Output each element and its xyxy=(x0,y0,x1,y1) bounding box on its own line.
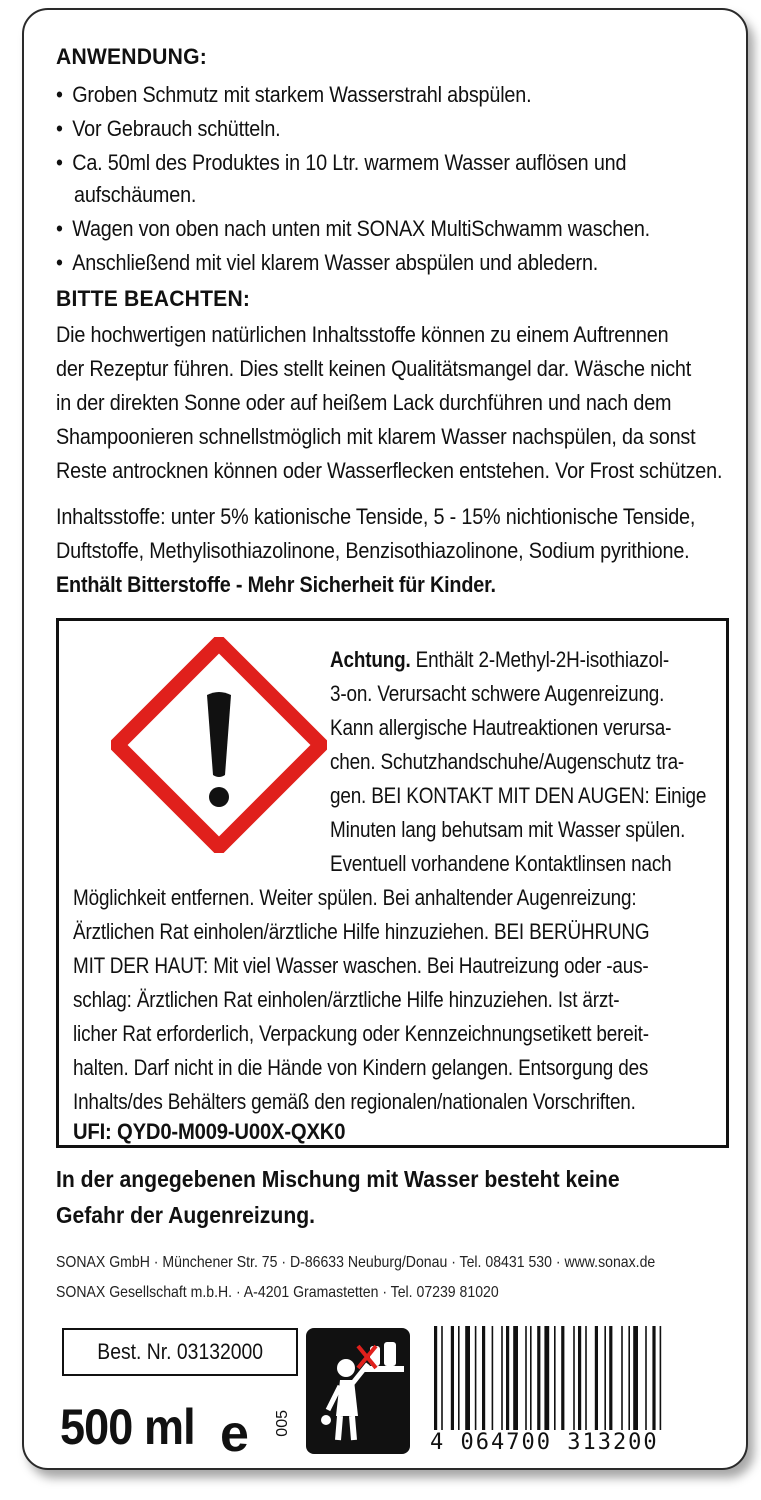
side-code: 005 xyxy=(274,1410,291,1437)
barcode-bar xyxy=(609,1326,612,1446)
note-line: in der direkten Sonne oder auf heißem Lack durchführen und nach dem xyxy=(56,390,672,415)
barcode-bar xyxy=(544,1326,549,1446)
note-line: der Rezeptur führen. Dies stellt keinen Qualitätsmangel dar. Wäsche nicht xyxy=(56,356,692,381)
usage-heading: ANWENDUNG: xyxy=(56,44,207,69)
barcode-bar xyxy=(578,1326,581,1446)
barcode-number: 4 064700 313200 xyxy=(430,1430,738,1460)
hazard-warning-box xyxy=(56,618,729,1148)
barcode-bar xyxy=(628,1326,630,1446)
warning-line: Kann allergische Hautreaktionen verursa- xyxy=(330,715,672,740)
barcode-bar xyxy=(633,1326,638,1446)
product-label xyxy=(22,8,748,1470)
keep-away-from-children-icon xyxy=(306,1328,410,1454)
note-line: Shampoonieren schnellstmöglich mit klarem Wasser nachspülen, da sonst xyxy=(56,424,696,449)
barcode-bar xyxy=(554,1326,556,1446)
barcode-bar xyxy=(482,1326,485,1446)
warning-line: Inhalts/des Behälters gemäß den regionalen/nationalen Vorschriften. xyxy=(73,1089,636,1114)
barcode-bar xyxy=(573,1326,575,1446)
barcode-bar xyxy=(458,1326,460,1446)
exclamation-mark-ghs-icon xyxy=(111,637,327,853)
bitter-notice: Enthält Bitterstoffe - Mehr Sicherheit für Kinder. xyxy=(56,572,496,597)
warning-line: gen. BEI KONTAKT MIT DEN AUGEN: Einige xyxy=(330,783,707,808)
volume: 500 ml xyxy=(60,1399,195,1455)
barcode-bar xyxy=(525,1326,527,1446)
ufi-code: UFI: QYD0-M009-U00X-QXK0 xyxy=(73,1119,346,1144)
mixture-note: In der angegebenen Mischung mit Wasser besteht keine xyxy=(56,1166,620,1192)
usage-item: • Wagen von oben nach unten mit SONAX MultiSchwamm waschen. xyxy=(56,216,650,241)
warning-line: Achtung. Enthält 2-Methyl-2H-isothiazol- xyxy=(330,647,670,672)
warning-line: 3-on. Verursacht schwere Augenreizung. xyxy=(330,681,665,706)
note-heading: BITTE BEACHTEN: xyxy=(56,286,251,311)
barcode-bar xyxy=(537,1326,540,1446)
order-number: Best. Nr. 03132000 xyxy=(97,1339,263,1364)
barcode-bar xyxy=(660,1326,662,1446)
usage-item: • Ca. 50ml des Produktes in 10 Ltr. warmem Wasser auflösen und xyxy=(56,150,627,175)
note-line: Reste antrocknen können oder Wasserflecken entstehen. Vor Frost schützen. xyxy=(56,458,723,483)
barcode-bar xyxy=(434,1326,437,1446)
barcode-bar xyxy=(621,1326,623,1446)
barcode-bar xyxy=(475,1326,477,1446)
manufacturer-address: SONAX GmbH · Münchener Str. 75 · D-86633 Neuburg/Donau · Tel. 08431 530 · www.sonax.de xyxy=(56,1254,656,1271)
barcode-bar xyxy=(501,1326,503,1446)
barcode-bar xyxy=(645,1326,647,1446)
warning-line: licher Rat erforderlich, Verpackung oder Kennzeichnungsetikett bereit- xyxy=(73,1021,649,1046)
barcode-bar xyxy=(595,1326,598,1446)
usage-item: • Vor Gebrauch schütteln. xyxy=(56,116,281,141)
barcode-bar xyxy=(530,1326,532,1446)
barcode-bar xyxy=(604,1326,606,1446)
warning-line: chen. Schutzhandschuhe/Augenschutz tra- xyxy=(330,749,685,774)
usage-item-continued: aufschäumen. xyxy=(74,182,197,207)
estimated-sign-icon: e xyxy=(220,1405,249,1463)
ingredients-line: Duftstoffe, Methylisothiazolinone, Benzisothiazolinone, Sodium pyrithione. xyxy=(56,538,690,563)
usage-item: • Groben Schmutz mit starkem Wasserstrahl abspülen. xyxy=(56,82,532,107)
barcode-bar xyxy=(506,1326,509,1446)
warning-line: Eventuell vorhandene Kontaktlinsen nach xyxy=(330,851,672,876)
barcode-bar xyxy=(561,1326,564,1446)
usage-item: • Anschließend mit viel klarem Wasser abspülen und abledern. xyxy=(56,250,599,275)
warning-line: MIT DER HAUT: Mit viel Wasser waschen. Bei Hautreizung oder -aus- xyxy=(73,953,649,978)
note-line: Die hochwertigen natürlichen Inhaltsstoffe können zu einem Auftrennen xyxy=(56,322,669,347)
barcode-bar xyxy=(652,1326,655,1446)
signal-word: Achtung. xyxy=(330,647,411,672)
mixture-note: Gefahr der Augenreizung. xyxy=(56,1202,316,1228)
ingredients-line: Inhaltsstoffe: unter 5% kationische Tenside, 5 - 15% nichtionische Tenside, xyxy=(56,504,696,529)
warning-line: Möglichkeit entfernen. Weiter spülen. Bei anhaltender Augenreizung: xyxy=(73,885,637,910)
order-number-box xyxy=(62,1328,298,1376)
barcode-bar xyxy=(585,1326,587,1446)
warning-line: halten. Darf nicht in die Hände von Kindern gelangen. Entsorgung des xyxy=(73,1055,649,1080)
warning-line: Minuten lang behutsam mit Wasser spülen. xyxy=(330,817,686,842)
barcode-bar xyxy=(441,1326,443,1446)
manufacturer-address: SONAX Gesellschaft m.b.H. · A-4201 Gramastetten · Tel. 07239 81020 xyxy=(56,1284,499,1301)
warning-line: schlag: Ärztlichen Rat einholen/ärztliche Hilfe hinzuziehen. Ist ärzt- xyxy=(73,987,620,1012)
barcode-bar xyxy=(492,1326,494,1446)
barcode-bar xyxy=(513,1326,518,1446)
barcode-bar xyxy=(451,1326,454,1446)
warning-line: Ärztlichen Rat einholen/ärztliche Hilfe hinzuziehen. BEI BERÜHRUNG xyxy=(73,919,650,944)
barcode-bar xyxy=(465,1326,470,1446)
